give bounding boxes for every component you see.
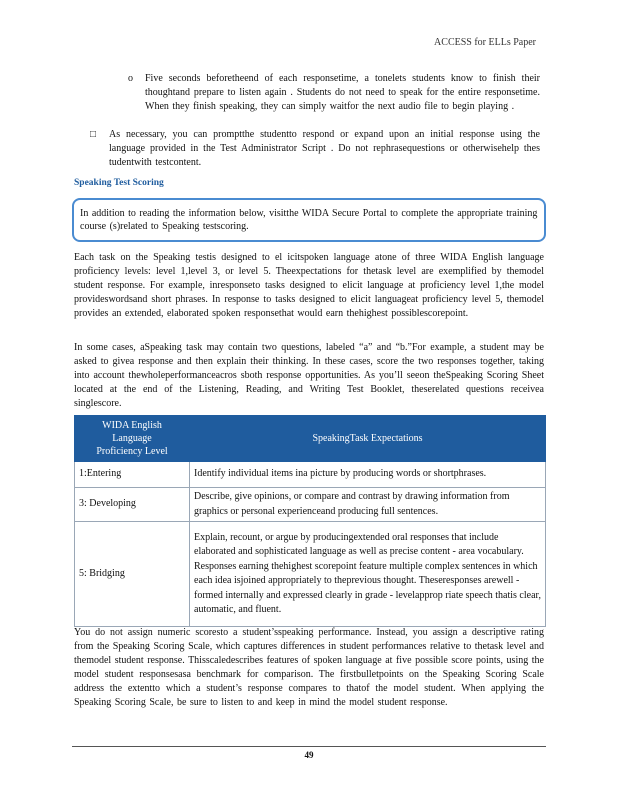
body-paragraph: Each task on the Speaking testis designed to el icitspoken language atone of three WIDA English language proficiency levels: level 1,level 3, or level 5. Theexpectations for thetask level are exemplified by themodel student response. For example, inresponseto tasks designed to elicit language at proficiency level 1,the model provideswordsand short phrases. In response to tasks designed to elicit languageat proficiency level 5, themodel provides an extended, elaborated spoken responsethat would earn thehighest possiblescorepoint.: [74, 252, 544, 319]
table-row: [75, 462, 546, 488]
table-row: [75, 522, 546, 627]
body-paragraph: In some cases, aSpeaking task may contain two questions, labeled “a” and “b.”For example, a student may be asked to givea response and then explain their thinking. In these cases, score the two responses together, taking into account thewholeperformanceacros sboth response opportunities. As you’ll seeon theSpeaking Scoring Sheet located at the end of the Listening, Reading, and Writing Test Booklet, theserelated questions receivea singlescore.: [74, 342, 544, 409]
table-row: [75, 488, 546, 522]
body-paragraph: You do not assign numeric scoresto a student’sspeaking performance. Instead, you assign a descriptive rating from the Speaking Scoring Scale, which captures differences in student performances relative to thetask level and themodel student response. Thisscaledescribes features of spoken language at five possible score points, using the model student responsesasa benchmark for comparison. The firstbulletpoints on the Speaking Scoring Scale address the extentto which a student’s response compares to thatof the model student. When applying the Speaking Scoring Scale, be sure to listen to and keep in mind the model student response.: [74, 627, 544, 708]
bullet-text: As necessary, you can promptthe studentto respond or expand upon an initial response using the language provided in the Test Administrator Script . Do not rephrasequestions or otherwisehelp thes tudentwith testcontent.: [109, 129, 540, 168]
expectation-cell: Identify individual items ina picture by producing words or shortphrases.: [190, 462, 546, 488]
running-header: ACCESS for ELLs Paper: [434, 37, 536, 48]
bullet-item: [90, 128, 540, 170]
bullet-text: Five seconds beforetheend of each responsetime, a tonelets students know to finish their thoughtand prepare to listen again . Students do not need to speak for the entire responsetime. When they finish speaking, they can simply waitfor the next audio file to begin playing .: [145, 73, 540, 112]
footer-divider: [72, 746, 546, 747]
header-cell-level: WIDA English Language Proficiency Level: [75, 416, 190, 462]
circle-bullet-icon: o: [128, 73, 133, 84]
header-cell-expectations: SpeakingTask Expectations: [190, 416, 546, 462]
square-bullet-icon: □: [90, 129, 97, 140]
expectations-table: [74, 415, 546, 627]
page-number: 49: [304, 750, 314, 760]
bullet-item: [128, 72, 540, 114]
callout-box: [72, 198, 546, 242]
expectation-cell: Describe, give opinions, or compare and contrast by drawing information from graphics or personal experienceand producing full sentences.: [190, 488, 546, 522]
level-cell: 5: Bridging: [75, 522, 190, 627]
expectation-cell: Explain, recount, or argue by producingextended oral responses that include elaborated and sophisticated language as well as precise content - area vocabulary. Responses earning thehighest scorepoint feature multiple complex sentences in which each idea isjoined appropriately to theprevious thought. Theseresponses arewell -formed internally and expressed clearly in grade - levelapprop riate speech thatis clear, automatic, and fluent.: [190, 522, 546, 627]
level-cell: 1:Entering: [75, 462, 190, 488]
section-heading: Speaking Test Scoring: [74, 178, 164, 188]
callout-text: In addition to reading the information below, visitthe WIDA Secure Portal to complete the appropriate training course (s)related to Speaking testscoring.: [80, 208, 538, 232]
table-header-row: [75, 416, 546, 462]
level-cell: 3: Developing: [75, 488, 190, 522]
